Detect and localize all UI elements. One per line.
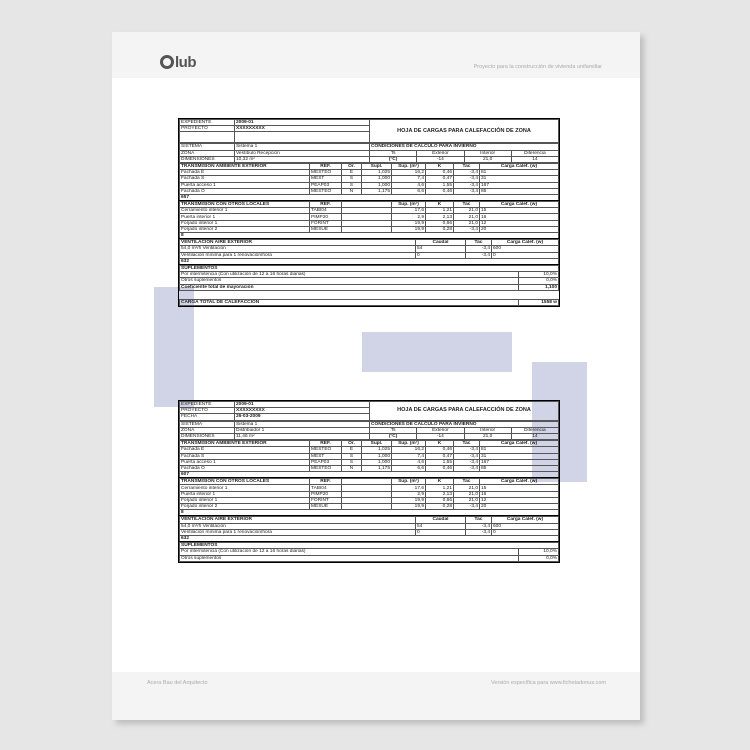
cell: 10,0% — [519, 272, 559, 278]
cell: -3,4 — [454, 459, 480, 465]
ventilation-table — [179, 239, 559, 265]
cell: 1,21 — [426, 208, 454, 214]
section-title: VENTILACIÓN AIRE EXTERIOR — [180, 517, 416, 523]
cell: 1,21 — [426, 485, 454, 491]
cell: 21,0 — [454, 497, 480, 503]
cell: Cerramiento interior 1 — [180, 208, 310, 214]
cell: MEST — [310, 453, 342, 459]
load-sheet-2 — [178, 400, 560, 563]
cell: Forjado interior 2 — [180, 504, 310, 510]
col-header: Tac — [454, 163, 480, 169]
section-title: SUPLEMENTOS — [180, 543, 559, 549]
cell: 2,13 — [426, 214, 454, 220]
cell: 21,0 — [454, 485, 480, 491]
cell: 1,000 — [362, 176, 392, 182]
cond-header: Diferencia — [511, 427, 558, 433]
cond-header: Exterior — [417, 427, 464, 433]
col-header: Or. — [342, 163, 362, 169]
proyecto-value: XXXXXXXXX — [235, 126, 370, 132]
cell: 1,025 — [362, 170, 392, 176]
cell: 0 — [492, 252, 559, 258]
col-header: K — [426, 202, 454, 208]
cell: 0 — [416, 529, 466, 535]
cell: Coeficiente total de mayoración — [180, 284, 519, 290]
cell: MESTEO — [310, 465, 342, 471]
cell: 1,175 — [362, 465, 392, 471]
col-header: REF. — [310, 479, 342, 485]
col-header: REF. — [310, 202, 342, 208]
sistema-label: SISTEMA — [180, 144, 235, 150]
col-header: Tac — [454, 202, 480, 208]
cell: 20 — [480, 504, 559, 510]
club-logo — [160, 54, 196, 71]
cell: Ventilación mínima para 1 renovación/hora — [180, 529, 416, 535]
cell: MESUE — [310, 504, 342, 510]
dim-label: DIMENSIONES — [180, 156, 235, 162]
cell: PIMP20 — [310, 491, 342, 497]
cell: 16,2 — [392, 447, 426, 453]
cell: 0,66 — [426, 220, 454, 226]
cell: 16,2 — [392, 170, 426, 176]
cond-header: Ts — [370, 427, 417, 433]
zona-label: ZONA — [180, 150, 235, 156]
fecha-label: FECHA — [180, 414, 235, 420]
sheet-title: HOJA DE CARGAS PARA CALEFACCIÓN DE ZONA — [370, 402, 559, 421]
col-header: Sup. (m²) — [392, 202, 426, 208]
cell: 0,66 — [426, 497, 454, 503]
expediente-label: EXPEDIENTE — [180, 402, 235, 408]
cell: 10,0% — [519, 549, 559, 555]
cell: MESTEO — [310, 188, 342, 194]
cell: 54 — [416, 246, 466, 252]
cond-header: Interior — [464, 427, 511, 433]
col-header: Sup. (m²) — [392, 441, 426, 447]
cell: Fachada S — [180, 176, 310, 182]
cell: 0,46 — [426, 188, 454, 194]
page-footer — [112, 672, 640, 720]
cell: Cerramiento interior 1 — [180, 485, 310, 491]
cell: 2,13 — [426, 491, 454, 497]
cell: 16 — [480, 491, 559, 497]
cell: Fachada E — [180, 447, 310, 453]
cell: 17,6 — [392, 208, 426, 214]
cond-value: 14 — [511, 156, 558, 162]
header-subtitle: Proyecto para la construcción de vivienda unifamiliar — [473, 64, 602, 70]
expediente-value: 2009-01 — [235, 120, 370, 126]
cell: 7,4 — [392, 453, 426, 459]
expediente-value: 2009-01 — [235, 402, 370, 408]
cell: 20 — [480, 226, 559, 232]
transmission-exterior-table — [179, 163, 559, 201]
cell: Forjado interior 2 — [180, 226, 310, 232]
subtotal: 8 — [180, 233, 559, 239]
cond-value: (ºC) — [370, 433, 417, 439]
cell: 21,0 — [454, 214, 480, 220]
cell: 19,9 — [392, 504, 426, 510]
cond-header: Diferencia — [511, 150, 558, 156]
cell: Fachada S — [180, 453, 310, 459]
cell: Puerta acceso 1 — [180, 459, 310, 465]
cell: 0,28 — [426, 226, 454, 232]
col-header: REF. — [310, 441, 342, 447]
ventilation-table — [179, 516, 559, 542]
cell: 1,175 — [362, 188, 392, 194]
cond-header: Interior — [464, 150, 511, 156]
cell: 0,46 — [426, 465, 454, 471]
cell: Otros suplementos — [180, 278, 519, 284]
section-title: TRANSMISIÓN AMBIENTE EXTERIOR — [180, 163, 310, 169]
spacer-cell — [519, 290, 559, 299]
cell: 1,000 — [362, 459, 392, 465]
col-header: Tac — [466, 240, 492, 246]
cell: 1,100 — [519, 284, 559, 290]
col-header: REF. — [310, 163, 342, 169]
cell: MESUE — [310, 226, 342, 232]
cell: 167 — [480, 459, 559, 465]
col-header: Caudal — [416, 517, 466, 523]
sistema-value: Sistema 1 — [235, 421, 370, 427]
section-title: SUPLEMENTOS — [180, 265, 559, 271]
cell: -3,4 — [466, 529, 492, 535]
spacer-cell — [180, 290, 519, 299]
cell: MEST — [310, 176, 342, 182]
cell: 17,6 — [392, 485, 426, 491]
cell: -3,4 — [466, 246, 492, 252]
cell: 19,9 — [392, 220, 426, 226]
col-header: Carga Calef. (w) — [480, 163, 559, 169]
cell: 85 — [480, 188, 559, 194]
cell: 2,9 — [392, 214, 426, 220]
col-header: Carga Calef. (w) — [480, 479, 559, 485]
footer-left-text: Acera Bau del Arquitecto — [147, 680, 208, 686]
cell: -3,4 — [454, 226, 480, 232]
transmission-locals-table — [179, 201, 559, 239]
cell: N — [342, 188, 362, 194]
cell: 85 — [480, 465, 559, 471]
cell: 2,9 — [392, 491, 426, 497]
cell: PEAP03 — [310, 459, 342, 465]
subtotal: 632 — [180, 258, 559, 264]
sistema-value: Sistema 1 — [235, 144, 370, 150]
table-row — [180, 555, 559, 561]
cell: 6,6 — [392, 465, 426, 471]
cell: E — [342, 170, 362, 176]
col-header: Or. — [342, 441, 362, 447]
cell: N — [342, 465, 362, 471]
logo-circle-icon — [160, 55, 174, 69]
page-header — [112, 32, 640, 78]
sheet-title: HOJA DE CARGAS PARA CALEFACCIÓN DE ZONA — [370, 120, 559, 143]
cond-value: 14 — [511, 433, 558, 439]
col-header: K — [426, 163, 454, 169]
cond-header: Exterior — [417, 150, 464, 156]
cell: MESTEO — [310, 447, 342, 453]
cell: 0,0% — [519, 278, 559, 284]
conditions-title: CONDICIONES DE CÁLCULO PARA INVIERNO — [370, 144, 559, 150]
load-sheet-1 — [178, 118, 560, 307]
cell: Por intermitencia (Con utilización de 12 a 16 horas diarias) — [180, 272, 519, 278]
footer-right-text: Versión específica para www.fichetadonus.com — [491, 680, 606, 686]
cell: 21,0 — [454, 220, 480, 226]
dim-value: 10,32 m² — [235, 156, 370, 162]
total-value: 1558 w — [519, 299, 559, 305]
cell: Puerta interior 1 — [180, 214, 310, 220]
cell: Otros suplementos — [180, 555, 519, 561]
section-title: TRANSMISIÓN AMBIENTE EXTERIOR — [180, 441, 310, 447]
spacer-cell — [235, 132, 370, 143]
cell: 54 — [416, 523, 466, 529]
cell: S — [342, 182, 362, 188]
cell: Puerta interior 1 — [180, 491, 310, 497]
col-header: Carga Calef. (w) — [492, 240, 559, 246]
cell: 0,28 — [426, 504, 454, 510]
cell: TABI04 — [310, 485, 342, 491]
cell: TABI04 — [310, 208, 342, 214]
cell: MESTEO — [310, 170, 342, 176]
subtotal: 632 — [180, 535, 559, 541]
cell: 0,46 — [426, 170, 454, 176]
cell: 4,6 — [392, 182, 426, 188]
cell: S — [342, 176, 362, 182]
dim-value: 11,46 m² — [235, 433, 370, 439]
col-header: Caudal — [416, 240, 466, 246]
conditions-table — [179, 143, 559, 163]
cell: -3,4 — [454, 176, 480, 182]
dim-label: DIMENSIONES — [180, 433, 235, 439]
cond-value: -14 — [417, 156, 464, 162]
col-header: Tac — [454, 441, 480, 447]
col-header: Sup. (m²) — [392, 163, 426, 169]
sheet-header-table — [179, 119, 559, 143]
cell: E — [342, 447, 362, 453]
subtotal: 8 — [180, 510, 559, 516]
cell: Forjado interior 1 — [180, 220, 310, 226]
proyecto-label: PROYECTO — [180, 408, 235, 414]
cell: -3,4 — [454, 465, 480, 471]
cell: 4,6 — [392, 459, 426, 465]
transmission-exterior-table — [179, 440, 559, 478]
cell: 6,6 — [392, 188, 426, 194]
cell: Por intermitencia (Con utilización de 12 a 16 horas diarias) — [180, 549, 519, 555]
cell: Fachada O — [180, 465, 310, 471]
expediente-label: EXPEDIENTE — [180, 120, 235, 126]
col-header: Supl. — [362, 441, 392, 447]
col-header: Carga Calef. (w) — [480, 202, 559, 208]
col-header: K — [426, 441, 454, 447]
cond-value: -14 — [417, 433, 464, 439]
section-title: TRANSMISIÓN CON OTROS LOCALES — [180, 479, 310, 485]
col-header: Supl. — [362, 163, 392, 169]
cell: -3,4 — [454, 447, 480, 453]
cell: -3,4 — [466, 523, 492, 529]
cell: -3,4 — [454, 453, 480, 459]
col-header: Sup. (m²) — [392, 479, 426, 485]
transmission-locals-table — [179, 478, 559, 516]
sheet-header-table — [179, 401, 559, 421]
cell: 0,47 — [426, 176, 454, 182]
cell: 0,46 — [426, 447, 454, 453]
cell: 1,55 — [426, 459, 454, 465]
cell: 0 — [492, 529, 559, 535]
supplements-table — [179, 542, 559, 562]
cell: 1,025 — [362, 447, 392, 453]
cell: FORINT — [310, 220, 342, 226]
spacer-cell — [180, 132, 235, 143]
col-header: K — [426, 479, 454, 485]
fecha-value: 26-03-2009 — [235, 414, 370, 420]
cell: 600 — [492, 523, 559, 529]
cell: 31 — [480, 453, 559, 459]
cell: -3,4 — [454, 188, 480, 194]
cell: 16 — [480, 214, 559, 220]
cell: 1,000 — [362, 453, 392, 459]
cell: 167 — [480, 182, 559, 188]
col-header: Carga Calef. (w) — [480, 441, 559, 447]
cell: Forjado interior 1 — [180, 497, 310, 503]
cell: 19,9 — [392, 226, 426, 232]
cell: -3,4 — [466, 252, 492, 258]
subtotal: 657 — [180, 194, 559, 200]
cell: 21,0 — [454, 491, 480, 497]
proyecto-value: XXXXXXXXX — [235, 408, 370, 414]
col-header: Carga Calef. (w) — [492, 517, 559, 523]
cell: -3,4 — [454, 170, 480, 176]
cell: Fachada O — [180, 188, 310, 194]
cond-value: (ºC) — [370, 156, 417, 162]
cell: 21,0 — [454, 208, 480, 214]
cell: Fachada E — [180, 170, 310, 176]
cond-value: 21,0 — [464, 156, 511, 162]
cell: 81 — [480, 170, 559, 176]
zona-label: ZONA — [180, 427, 235, 433]
cell: -3,4 — [454, 504, 480, 510]
conditions-title: CONDICIONES DE CÁLCULO PARA INVIERNO — [370, 421, 559, 427]
cell: 15 — [480, 485, 559, 491]
cell: 54,0 m³/h Ventilación — [180, 523, 416, 529]
zona-value: Distribuidor 1 — [235, 427, 370, 433]
cell: 19,9 — [392, 497, 426, 503]
cell: 1,000 — [362, 182, 392, 188]
cell: 31 — [480, 176, 559, 182]
logo-text: lub — [175, 54, 196, 71]
cell: FORINT — [310, 497, 342, 503]
document-page — [112, 32, 640, 720]
cell: 600 — [492, 246, 559, 252]
proyecto-label: PROYECTO — [180, 126, 235, 132]
col-header: Tac — [454, 479, 480, 485]
cell: 81 — [480, 447, 559, 453]
cell: Ventilación mínima para 1 renovación/hora — [180, 252, 416, 258]
cond-header: Ts — [370, 150, 417, 156]
col-header: Tac — [466, 517, 492, 523]
cell: 7,4 — [392, 176, 426, 182]
cell: -3,4 — [454, 182, 480, 188]
cond-value: 21,0 — [464, 433, 511, 439]
sistema-label: SISTEMA — [180, 421, 235, 427]
total-label: CARGA TOTAL DE CALEFACCIÓN — [180, 299, 519, 305]
conditions-table — [179, 421, 559, 441]
cell: 12 — [480, 220, 559, 226]
cell: PEAP03 — [310, 182, 342, 188]
cell: S — [342, 453, 362, 459]
cell: Puerta acceso 1 — [180, 182, 310, 188]
watermark-shape — [362, 332, 512, 372]
cell: 12 — [480, 497, 559, 503]
section-title: TRANSMISIÓN CON OTROS LOCALES — [180, 202, 310, 208]
supplements-table — [179, 265, 559, 306]
cell: 15 — [480, 208, 559, 214]
cell: 0,0% — [519, 555, 559, 561]
cell: PIMP20 — [310, 214, 342, 220]
cell: 0 — [416, 252, 466, 258]
subtotal: 607 — [180, 472, 559, 478]
cell: S — [342, 459, 362, 465]
cell: 54,0 m³/h Ventilación — [180, 246, 416, 252]
cell: 1,55 — [426, 182, 454, 188]
zona-value: Vestíbulo Recepción — [235, 150, 370, 156]
cell: 0,47 — [426, 453, 454, 459]
section-title: VENTILACIÓN AIRE EXTERIOR — [180, 240, 416, 246]
